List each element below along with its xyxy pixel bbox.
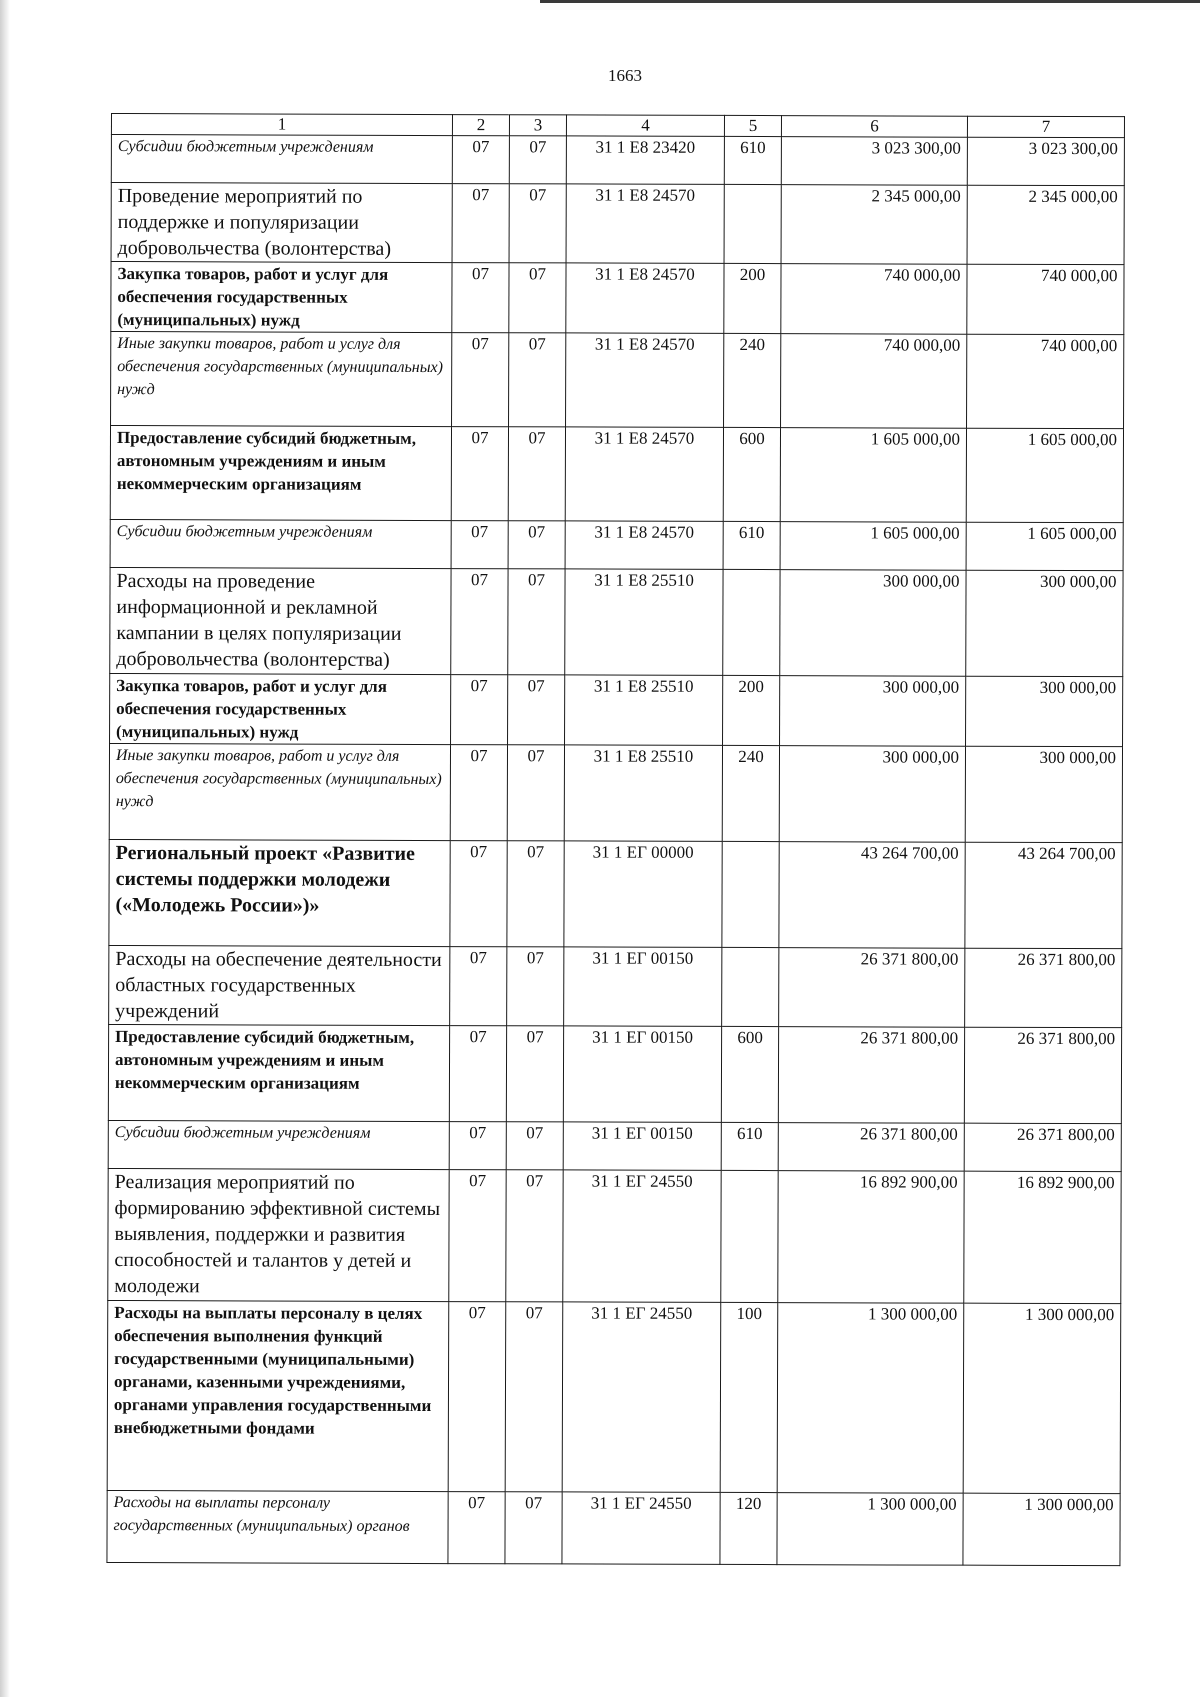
scan-edge-left <box>0 0 10 1697</box>
row-name-cell: Расходы на обеспечение деятельности областных государственных учреждений <box>109 945 450 1025</box>
amount-cell: 300 000,00 <box>966 676 1123 746</box>
table-row <box>110 567 1123 676</box>
amount-cell: 16 892 900,00 <box>964 1171 1121 1303</box>
target-article-cell: 31 1 ЕГ 00000 <box>564 841 722 947</box>
amount-cell: 26 371 800,00 <box>779 948 965 1028</box>
amount-cell: 740 000,00 <box>967 334 1124 428</box>
amount-cell: 3 023 300,00 <box>967 137 1124 185</box>
table-row <box>111 135 1124 186</box>
amount-cell: 300 000,00 <box>965 746 1122 842</box>
amount-cell: 2 345 000,00 <box>967 185 1124 264</box>
amount-cell: 26 371 800,00 <box>964 1123 1121 1171</box>
target-article-cell: 31 1 ЕГ 00150 <box>564 947 722 1026</box>
column-header: 7 <box>967 116 1124 137</box>
table-row <box>111 183 1124 265</box>
expense-type-cell: 240 <box>722 745 779 841</box>
target-article-cell: 31 1 ЕГ 00150 <box>563 1122 721 1170</box>
section-code-cell: 07 <box>450 745 507 841</box>
column-header: 5 <box>724 115 781 136</box>
row-name-cell: Проведение мероприятий по поддержке и популяризации добровольчества (волонтерства) <box>111 183 452 263</box>
table-row <box>108 1024 1121 1123</box>
target-article-cell: 31 1 Е8 23420 <box>566 136 724 184</box>
expense-type-cell: 610 <box>721 1122 778 1170</box>
subsection-code-cell: 07 <box>509 136 566 184</box>
subsection-code-cell: 07 <box>506 1170 563 1302</box>
scan-edge-top <box>540 0 1200 3</box>
amount-cell: 43 264 700,00 <box>779 842 965 949</box>
target-article-cell: 31 1 ЕГ 00150 <box>563 1026 721 1122</box>
amount-cell: 1 300 000,00 <box>777 1303 964 1494</box>
row-name-cell: Закупка товаров, работ и услуг для обеспечения государственных (муниципальных) нужд <box>110 673 451 744</box>
row-name-cell: Расходы на выплаты персоналу государственных (муниципальных) органов <box>107 1490 448 1563</box>
amount-cell: 1 605 000,00 <box>966 522 1123 570</box>
section-code-cell: 07 <box>448 1492 505 1564</box>
amount-cell: 43 264 700,00 <box>965 842 1122 948</box>
amount-cell: 26 371 800,00 <box>778 1123 964 1172</box>
amount-cell: 3 023 300,00 <box>781 137 967 186</box>
row-name-cell: Региональный проект «Развитие системы поддержки молодежи («Молодежь России»)» <box>109 839 450 946</box>
section-code-cell: 07 <box>452 263 509 333</box>
column-header: 1 <box>111 114 452 136</box>
amount-cell: 2 345 000,00 <box>781 185 967 265</box>
table-row <box>110 519 1123 570</box>
target-article-cell: 31 1 ЕГ 24550 <box>562 1302 721 1492</box>
amount-cell: 1 300 000,00 <box>963 1303 1121 1493</box>
expense-type-cell: 610 <box>724 136 781 184</box>
target-article-cell: 31 1 Е8 25510 <box>565 675 723 745</box>
expense-type-cell <box>724 184 781 263</box>
amount-cell: 740 000,00 <box>967 264 1124 334</box>
subsection-code-cell: 07 <box>506 1122 563 1170</box>
section-code-cell: 07 <box>450 841 507 947</box>
expense-type-cell: 600 <box>721 1026 778 1122</box>
amount-cell: 740 000,00 <box>781 334 967 429</box>
amount-cell: 1 605 000,00 <box>780 522 966 571</box>
expense-type-cell <box>721 1170 778 1302</box>
subsection-code-cell: 07 <box>508 521 565 569</box>
section-code-cell: 07 <box>449 1122 506 1170</box>
expense-type-cell: 610 <box>723 521 780 569</box>
table-row <box>109 743 1122 842</box>
amount-cell: 300 000,00 <box>779 746 965 843</box>
section-code-cell: 07 <box>451 427 508 521</box>
subsection-code-cell: 07 <box>508 427 565 521</box>
expense-type-cell <box>722 947 779 1026</box>
subsection-code-cell: 07 <box>507 745 564 841</box>
amount-cell: 16 892 900,00 <box>778 1171 964 1304</box>
target-article-cell: 31 1 Е8 24570 <box>566 333 724 427</box>
target-article-cell: 31 1 Е8 25510 <box>564 745 722 841</box>
subsection-code-cell: 07 <box>509 333 566 427</box>
row-name-cell: Предоставление субсидий бюджетным, автономным учреждениям и иным некоммерческим организациям <box>108 1024 449 1121</box>
section-code-cell: 07 <box>451 569 508 675</box>
amount-cell: 1 605 000,00 <box>966 428 1123 522</box>
expense-type-cell: 200 <box>723 675 780 745</box>
subsection-code-cell: 07 <box>509 263 566 333</box>
target-article-cell: 31 1 ЕГ 24550 <box>563 1170 721 1302</box>
table-body <box>107 135 1124 1566</box>
table-row <box>109 945 1122 1027</box>
subsection-code-cell: 07 <box>508 675 565 745</box>
section-code-cell: 07 <box>452 184 509 263</box>
subsection-code-cell: 07 <box>508 569 565 675</box>
page-number: 1663 <box>608 66 642 85</box>
section-code-cell: 07 <box>452 136 509 184</box>
subsection-code-cell: 07 <box>506 1026 563 1122</box>
subsection-code-cell: 07 <box>509 184 566 263</box>
row-name-cell: Закупка товаров, работ и услуг для обеспечения государственных (муниципальных) нужд <box>111 262 452 333</box>
table-row <box>108 1120 1121 1171</box>
target-article-cell: 31 1 ЕГ 24550 <box>562 1492 720 1564</box>
table-row <box>111 332 1124 429</box>
amount-cell: 26 371 800,00 <box>964 1027 1121 1123</box>
table-row <box>110 673 1123 746</box>
section-code-cell: 07 <box>451 521 508 569</box>
row-name-cell: Субсидии бюджетным учреждениям <box>111 135 452 184</box>
column-header: 4 <box>566 115 724 136</box>
section-code-cell: 07 <box>450 947 507 1026</box>
row-name-cell: Субсидии бюджетным учреждениям <box>110 519 451 568</box>
amount-cell: 26 371 800,00 <box>778 1027 964 1124</box>
section-code-cell: 07 <box>448 1302 506 1492</box>
amount-cell: 1 300 000,00 <box>963 1493 1120 1565</box>
table-row <box>110 426 1123 523</box>
row-name-cell: Субсидии бюджетным учреждениям <box>108 1120 449 1169</box>
amount-cell: 300 000,00 <box>780 570 966 677</box>
section-code-cell: 07 <box>449 1026 506 1122</box>
amount-cell: 1 605 000,00 <box>780 428 966 523</box>
table-row <box>108 1168 1121 1303</box>
subsection-code-cell: 07 <box>505 1302 563 1492</box>
target-article-cell: 31 1 Е8 24570 <box>565 427 723 521</box>
subsection-code-cell: 07 <box>505 1492 562 1564</box>
amount-cell: 300 000,00 <box>966 570 1123 676</box>
row-name-cell: Расходы на выплаты персоналу в целях обеспечения выполнения функций государственными (муниципальными) органами, казенными учреждениями, органами управления государственными внебюджетными фондами <box>107 1300 449 1491</box>
row-name-cell: Предоставление субсидий бюджетным, автономным учреждениям и иным некоммерческим организациям <box>110 426 451 521</box>
amount-cell: 740 000,00 <box>781 264 967 335</box>
section-code-cell: 07 <box>449 1170 506 1302</box>
table-row <box>109 839 1122 948</box>
expense-type-cell: 100 <box>720 1302 778 1492</box>
target-article-cell: 31 1 Е8 25510 <box>565 569 723 675</box>
table-row <box>107 1490 1120 1565</box>
section-code-cell: 07 <box>451 675 508 745</box>
expense-type-cell <box>723 569 780 675</box>
column-header: 3 <box>509 115 566 136</box>
table-row <box>107 1300 1121 1493</box>
table-row <box>111 262 1124 335</box>
row-name-cell: Расходы на проведение информационной и рекламной кампании в целях популяризации добровольчества (волонтерства) <box>110 567 451 674</box>
row-name-cell: Иные закупки товаров, работ и услуг для обеспечения государственных (муниципальных) нужд <box>111 332 452 427</box>
column-header: 6 <box>781 116 967 138</box>
row-name-cell: Реализация мероприятий по формированию эффективной системы выявления, поддержки и развития способностей и талантов у детей и молодежи <box>108 1168 449 1301</box>
amount-cell: 300 000,00 <box>780 676 966 747</box>
expense-type-cell: 200 <box>724 263 781 333</box>
amount-cell: 1 300 000,00 <box>777 1493 963 1566</box>
expense-type-cell: 120 <box>720 1492 777 1564</box>
section-code-cell: 07 <box>452 333 509 427</box>
subsection-code-cell: 07 <box>507 841 564 947</box>
row-name-cell: Иные закупки товаров, работ и услуг для обеспечения государственных (муниципальных) нужд <box>109 743 450 840</box>
subsection-code-cell: 07 <box>507 947 564 1026</box>
amount-cell: 26 371 800,00 <box>965 948 1122 1027</box>
budget-table <box>106 113 1125 1566</box>
target-article-cell: 31 1 Е8 24570 <box>566 263 724 333</box>
expense-type-cell <box>722 841 779 947</box>
target-article-cell: 31 1 Е8 24570 <box>566 184 724 263</box>
target-article-cell: 31 1 Е8 24570 <box>565 521 723 569</box>
column-header: 2 <box>452 115 509 136</box>
expense-type-cell: 240 <box>724 333 781 427</box>
expense-type-cell: 600 <box>723 427 780 521</box>
